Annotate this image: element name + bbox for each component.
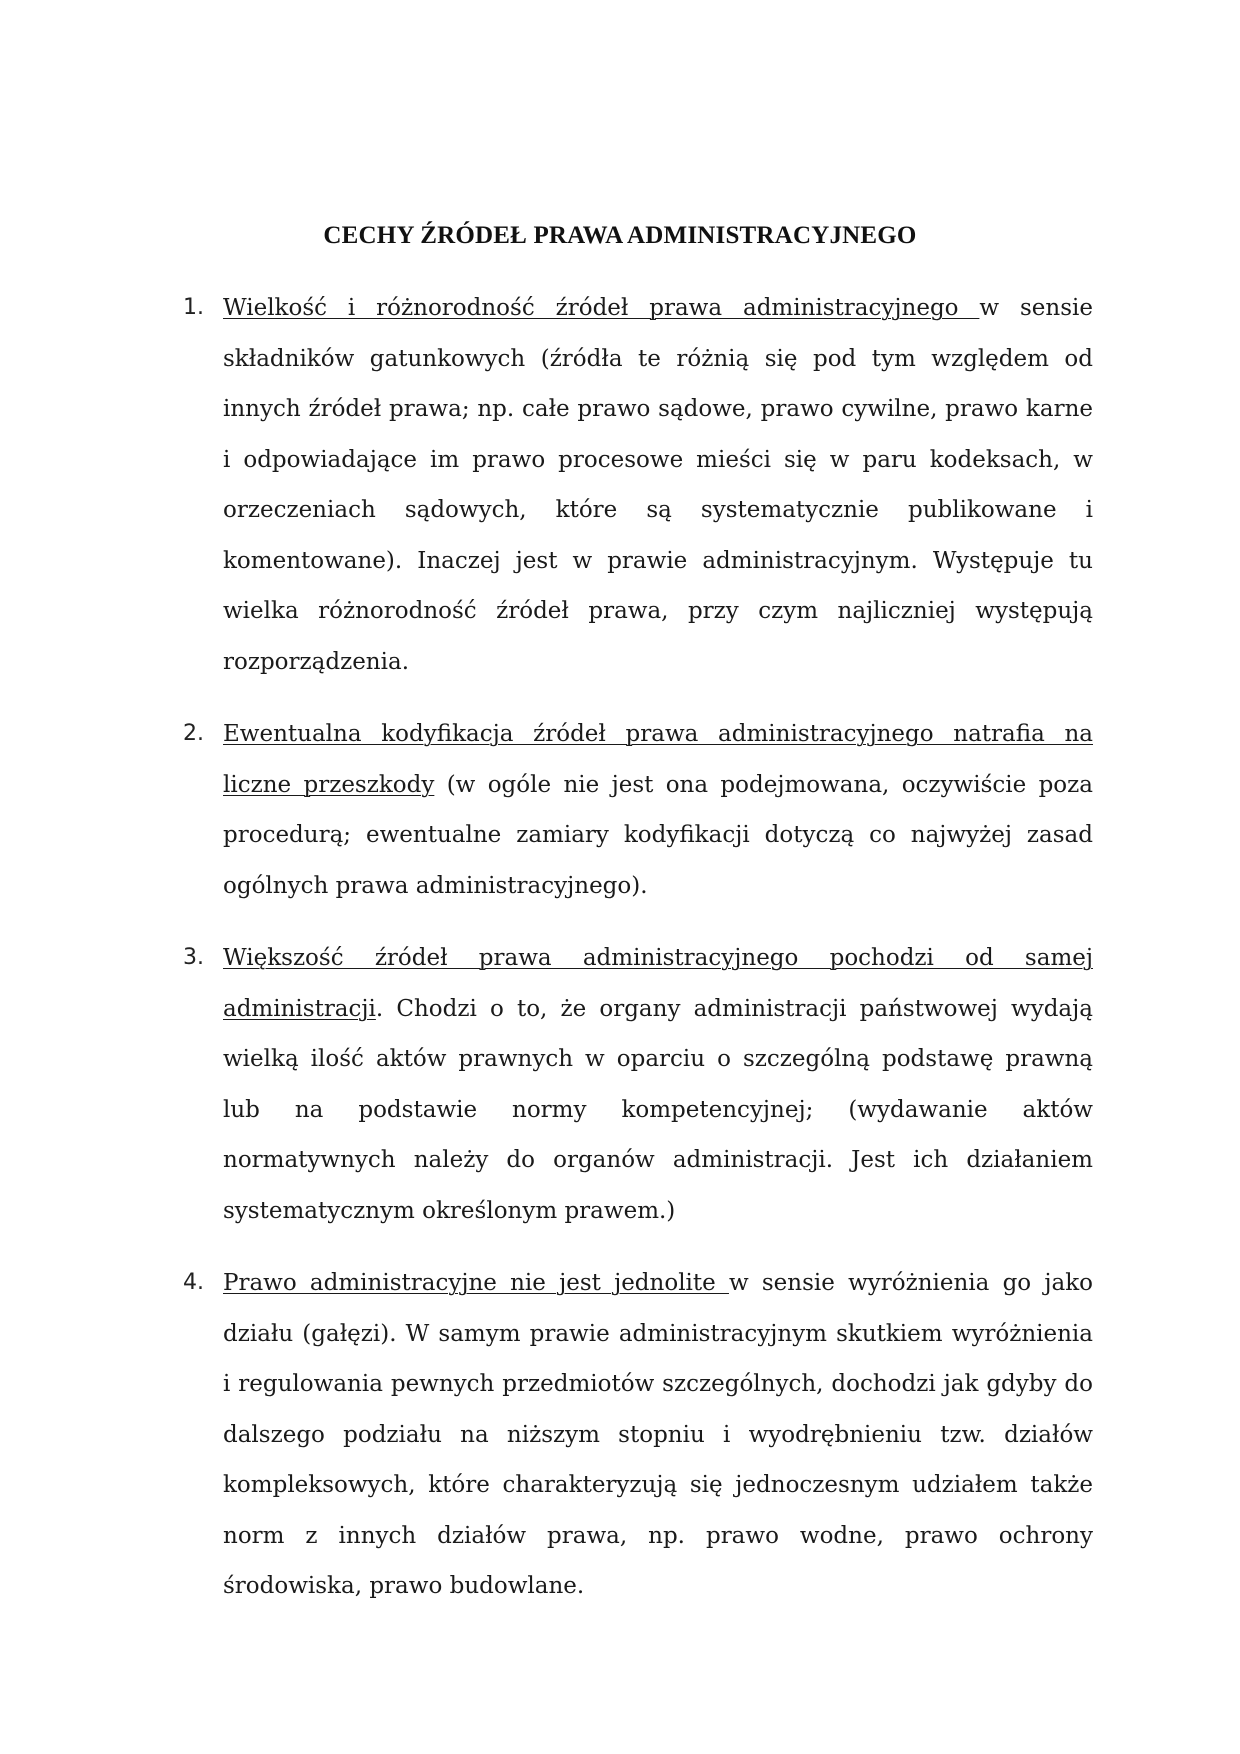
list-item-body: . Chodzi o to, że organy administracji państwowej wydają wielką ilość aktów prawnych w oparciu o szczególną podstawę prawną lub na podstawie normy kompetencyjnej; (wydawanie aktów normatywnych należy do organów administracji. Jest ich działaniem systematycznym określonym prawem.) (223, 995, 1093, 1224)
list-item-heading: Wielkość i różnorodność źródeł prawa administracyjnego (223, 295, 980, 321)
list-item-number: 2. (183, 721, 204, 746)
list-item-text (223, 1258, 1093, 1612)
list-item-text (223, 933, 1093, 1236)
list-item (0, 1258, 1240, 1612)
list-item (0, 933, 1240, 1236)
list-item-heading: Prawo administracyjne nie jest jednolite (223, 1270, 729, 1296)
list-item-text (223, 283, 1093, 687)
list-item-number: 4. (183, 1270, 204, 1295)
list-item-body: w sensie składników gatunkowych (źródła te różnią się pod tym względem od innych źródeł prawa; np. całe prawo sądowe, prawo cywilne, prawo karne i odpowiadające im prawo procesowe mieści się w paru kodeksach, w orzeczeniach sądowych, które są systematycznie publikowane i komentowane). Inaczej jest w prawie administracyjnym. Występuje tu wielka różnorodność źródeł prawa, przy czym najliczniej występują rozporządzenia. (223, 295, 1093, 675)
list-item (0, 283, 1240, 687)
list-item-number: 3. (183, 945, 204, 970)
list-item-body: (w ogóle nie jest ona podejmowana, oczywiście poza procedurą; ewentualne zamiary kodyfikacji dotyczą co najwyżej zasad ogólnych prawa administracyjnego). (223, 771, 1093, 899)
list-item (0, 709, 1240, 911)
list-item-heading: Ewentualna kodyfikacja źródeł prawa administracyjnego natrafia na liczne przeszkody (223, 721, 1093, 798)
list-item-text (223, 709, 1093, 911)
list-item-number: 1. (183, 295, 204, 320)
features-list (0, 283, 1240, 1634)
list-item-body: w sensie wyróżnienia go jako działu (gałęzi). W samym prawie administracyjnym skutkiem wyróżnienia i regulowania pewnych przedmiotów szczególnych, dochodzi jak gdyby do dalszego podziału na niższym stopniu i wyodrębnieniu tzw. działów kompleksowych, które charakteryzują się jednoczesnym udziałem także norm z innych działów prawa, np. prawo wodne, prawo ochrony środowiska, prawo budowlane. (223, 1270, 1093, 1599)
list-item-heading: Większość źródeł prawa administracyjnego pochodzi od samej administracji (223, 945, 1093, 1022)
document-title: CECHY ŹRÓDEŁ PRAWA ADMINISTRACYJNEGO (323, 222, 917, 249)
